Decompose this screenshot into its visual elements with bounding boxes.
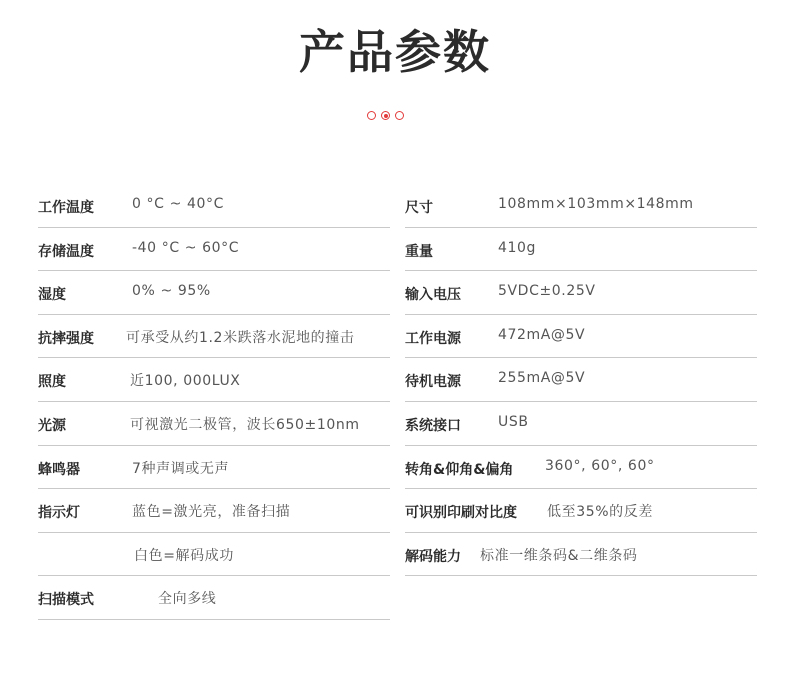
spec-value: USB [498,413,529,430]
indicator-dot[interactable] [367,111,376,120]
spec-row-drop-resistance [38,315,390,359]
spec-row-decode-capability [405,533,757,577]
spec-label: 扫描模式 [38,592,94,609]
spec-value: 可视激光二极管，波长650±10nm [130,416,360,433]
spec-value: 标准一维条码&二维条码 [480,547,638,564]
spec-table-right [405,184,757,576]
spec-label: 尺寸 [405,200,433,216]
spec-row-indicator-continued [38,533,390,577]
spec-value: 5VDC±0.25V [498,283,596,300]
spec-value: 108mm×103mm×148mm [498,196,694,212]
spec-label: 重量 [405,243,433,260]
spec-table-left [38,184,390,620]
spec-row-humidity [38,271,390,315]
spec-row-print-contrast [405,489,757,533]
spec-label: 系统接口 [405,417,461,434]
indicator-dot-active[interactable] [381,111,390,120]
spec-row-scan-mode [38,576,390,620]
spec-label: 存储温度 [38,243,94,260]
spec-label: 工作温度 [38,200,94,216]
spec-value: 白色=解码成功 [134,547,234,564]
spec-value: -40 °C ~ 60°C [132,239,240,256]
spec-value: 0 °C ~ 40°C [132,196,224,212]
spec-row-interface [405,402,757,446]
spec-value: 全向多线 [158,591,217,608]
carousel-indicator [367,111,407,123]
spec-row-weight [405,228,757,272]
spec-row-angles [405,446,757,490]
spec-label: 抗摔强度 [38,330,94,347]
spec-value: 472mA@5V [498,326,586,343]
spec-label: 湿度 [38,287,66,304]
spec-row-dimensions [405,184,757,228]
spec-value: 410g [498,239,537,256]
spec-value: 近100, 000LUX [130,373,241,390]
spec-row-input-voltage [405,271,757,315]
spec-value: 可承受从约1.2米跌落水泥地的撞击 [126,329,355,346]
spec-label: 光源 [38,417,66,434]
spec-value: 蓝色=激光亮，准备扫描 [132,504,291,521]
spec-value: 低至35%的反差 [547,504,653,521]
spec-label: 可识别印刷对比度 [405,505,517,522]
spec-label: 指示灯 [38,505,80,522]
spec-row-storage-temp [38,228,390,272]
spec-label: 待机电源 [405,374,461,391]
page-title: 产品参数 [299,25,491,79]
spec-row-standby-current [405,358,757,402]
spec-label: 转角&仰角&偏角 [405,461,514,478]
spec-value: 7种声调或无声 [132,460,230,477]
spec-row-illuminance [38,358,390,402]
spec-label: 输入电压 [405,287,461,304]
spec-row-buzzer [38,446,390,490]
spec-value: 360°, 60°, 60° [545,457,655,474]
spec-label: 解码能力 [405,548,461,565]
indicator-dot[interactable] [395,111,404,120]
spec-row-indicator [38,489,390,533]
spec-row-operating-current [405,315,757,359]
spec-label: 蜂鸣器 [38,461,80,478]
spec-label: 照度 [38,374,66,391]
spec-value: 255mA@5V [498,370,586,387]
spec-row-light-source [38,402,390,446]
spec-row-operating-temp [38,184,390,228]
spec-value: 0% ~ 95% [132,283,211,300]
spec-label: 工作电源 [405,330,461,347]
